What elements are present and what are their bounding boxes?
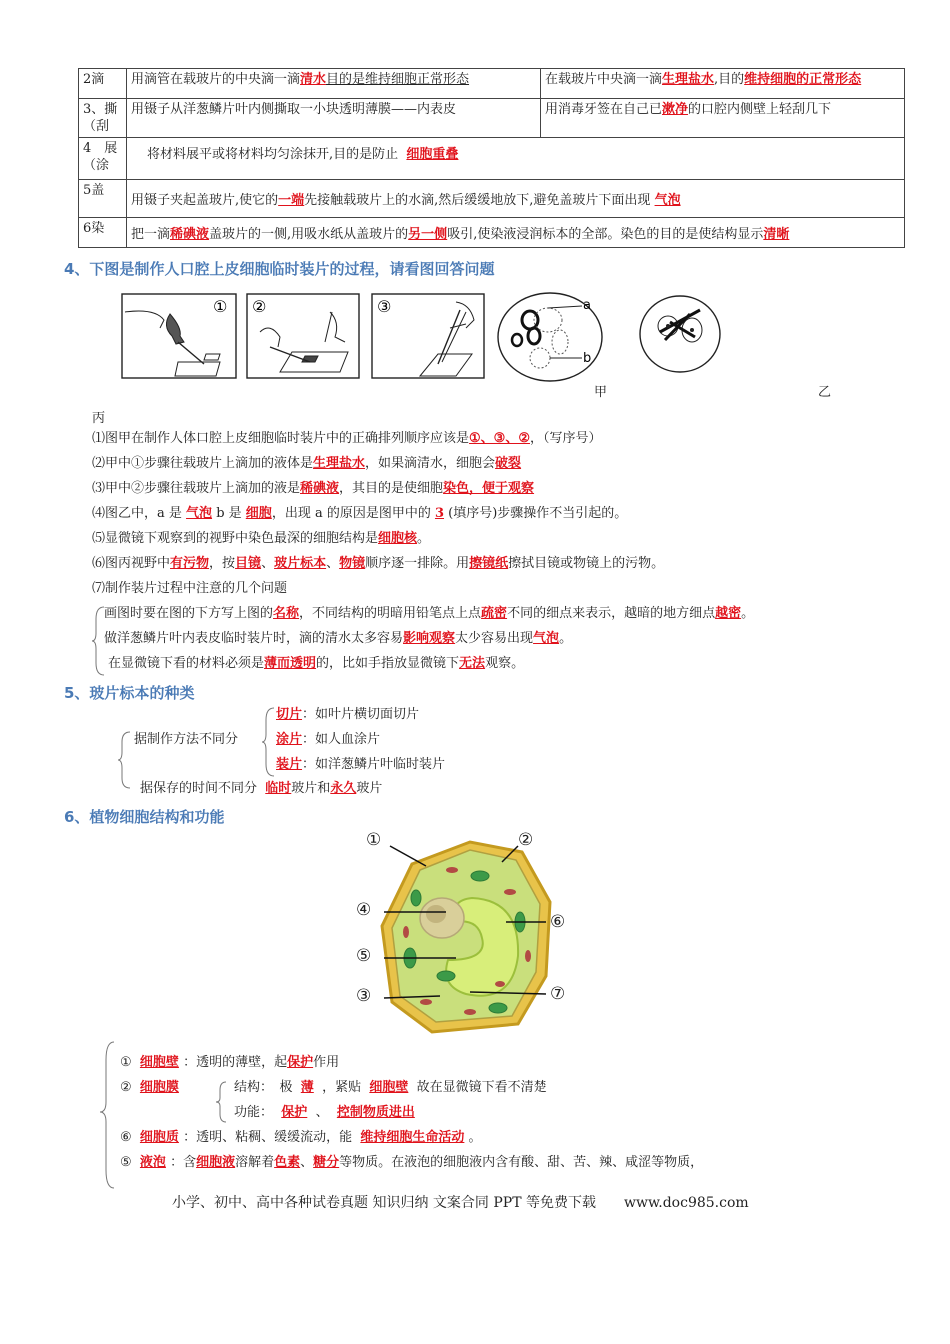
footer-text: 小学、初中、高中各种试卷真题 知识归纳 文案合同 PPT 等免费下载 www.doc985.com <box>172 1195 749 1211</box>
cell-label-6: ⑥ <box>550 912 566 932</box>
cheek-cell: 在载玻片中央滴一滴生理盐水,目的维持细胞的正常形态 <box>541 69 905 99</box>
step-number: 2滴 <box>79 69 127 99</box>
note-material: 在显微镜下看的材料必须是薄而透明的，比如手指放显微镜下无法观察。 <box>108 656 525 671</box>
step-content: 用镊子夹起盖玻片,使它的一端先接触载玻片上的水滴,然后缓缓地放下,避免盖玻片下面出现 气泡 <box>127 180 905 218</box>
question-3: ⑶甲中②步骤往载玻片上滴加的液是稀碘液，其目的是使细胞染色，便于观察 <box>92 481 535 496</box>
steps-table <box>78 68 905 248</box>
cell-label-7: ⑦ <box>550 984 566 1004</box>
onion-cell: 用镊子从洋葱鳞片叶内侧撕取一小块透明薄膜——内表皮 <box>127 99 541 138</box>
vacuole-row: ⑤ 液泡 ：含细胞液溶解着色素、糖分等物质。在液泡的细胞液内含有酸、甜、苦、辣、咸涩等物质， <box>120 1155 704 1170</box>
step-content: 将材料展平或将材料均匀涂抹开,目的是防止 细胞重叠 <box>127 138 905 180</box>
cell-label-1: ① <box>366 830 382 850</box>
slide-type-2: 涂片：如人血涂片 <box>276 732 381 747</box>
cell-label-4: ④ <box>356 900 372 920</box>
section-4-title: 4、下图是制作人口腔上皮细胞临时装片的过程，请看图回答问题 <box>64 260 495 278</box>
question-4: ⑷图乙中，a 是 气泡 b 是 细胞，出现 a 的原因是图甲中的 3 (填序号)步骤操作不当引起的。 <box>92 506 628 521</box>
question-7: ⑺制作装片过程中注意的几个问题 <box>92 581 288 596</box>
cell-label-5: ⑤ <box>356 946 372 966</box>
brace-method <box>262 706 276 778</box>
step-number: 4 展（涂 <box>79 138 127 180</box>
label-a: a <box>583 298 591 313</box>
procedure-figures <box>120 292 840 382</box>
cell-membrane-row: ② 细胞膜 <box>120 1080 179 1095</box>
label-bing: 丙 <box>92 411 106 426</box>
cell-label-2: ② <box>518 830 534 850</box>
question-6: ⑹图丙视野中有污物，按目镜、玻片标本、物镜顺序逐一排除。用擦镜纸擦拭目镜或物镜上的污物。 <box>92 556 665 571</box>
question-5: ⑸显微镜下观察到的视野中染色最深的细胞结构是细胞核。 <box>92 531 431 546</box>
note-drawing: 画图时要在图的下方写上图的名称，不同结构的明暗用铅笔点上点疏密不同的细点来表示，越暗的地方细点越密。 <box>104 606 755 621</box>
step-row <box>79 99 905 138</box>
section-6-title: 6、植物细胞结构和功能 <box>64 808 225 826</box>
question-1: ⑴图甲在制作人体口腔上皮细胞临时装片中的正确排列顺序应该是①、③、②，（写序号） <box>92 431 602 446</box>
step-row <box>79 69 905 99</box>
note-water: 做洋葱鳞片叶内表皮临时装片时，滴的清水太多容易影响观察太少容易出现气泡。 <box>104 631 573 646</box>
cell-label-3: ③ <box>356 986 372 1006</box>
label-jia: 甲 <box>594 385 608 400</box>
by-time: 据保存的时间不同分 临时玻片和永久玻片 <box>140 781 383 796</box>
section-5-title: 5、玻片标本的种类 <box>64 684 195 702</box>
fig-number-2: ② <box>252 297 267 316</box>
step-number: 3、撕（刮 <box>79 99 127 138</box>
fig-number-1: ① <box>213 297 228 316</box>
membrane-function: 功能： 保护 、 控制物质进出 <box>234 1105 415 1120</box>
step-number: 6染 <box>79 218 127 248</box>
fig-number-3: ③ <box>377 297 392 316</box>
cell-wall-row: ① 细胞壁 ：透明的薄壁，起保护作用 <box>120 1055 340 1070</box>
brace-outer <box>118 730 132 790</box>
label-yi: 乙 <box>818 385 832 400</box>
label-b: b <box>583 351 592 366</box>
by-method-label: 据制作方法不同分 <box>134 732 239 747</box>
brace-cell-parts <box>100 1040 116 1190</box>
step-content: 把一滴稀碘液盖玻片的一侧,用吸水纸从盖玻片的另一侧吸引,使染液浸润标本的全部。染色的目的是使结构显示清晰 <box>127 218 905 248</box>
question-2: ⑵甲中①步骤往载玻片上滴加的液体是生理盐水，如果滴清水，细胞会破裂 <box>92 456 522 471</box>
slide-type-3: 装片：如洋葱鳞片叶临时装片 <box>276 757 446 772</box>
step-row <box>79 218 905 248</box>
slide-type-1: 切片：如叶片横切面切片 <box>276 707 420 722</box>
cheek-cell: 用消毒牙签在自己已漱净的口腔内侧壁上轻刮几下 <box>541 99 905 138</box>
step-row <box>79 138 905 180</box>
cytoplasm-row: ⑥ 细胞质 ：透明、粘稠、缓缓流动，能 维持细胞生命活动 。 <box>120 1130 482 1145</box>
brace-membrane <box>216 1080 228 1124</box>
onion-cell: 用滴管在载玻片的中央滴一滴清水目的是维持细胞正常形态 <box>127 69 541 99</box>
step-row <box>79 180 905 218</box>
step-number: 5盖 <box>79 180 127 218</box>
membrane-structure: 结构： 极 薄 ，紧贴 细胞壁 故在显微镜下看不清楚 <box>234 1080 547 1095</box>
figure-bing-view-with-debris <box>640 296 720 372</box>
